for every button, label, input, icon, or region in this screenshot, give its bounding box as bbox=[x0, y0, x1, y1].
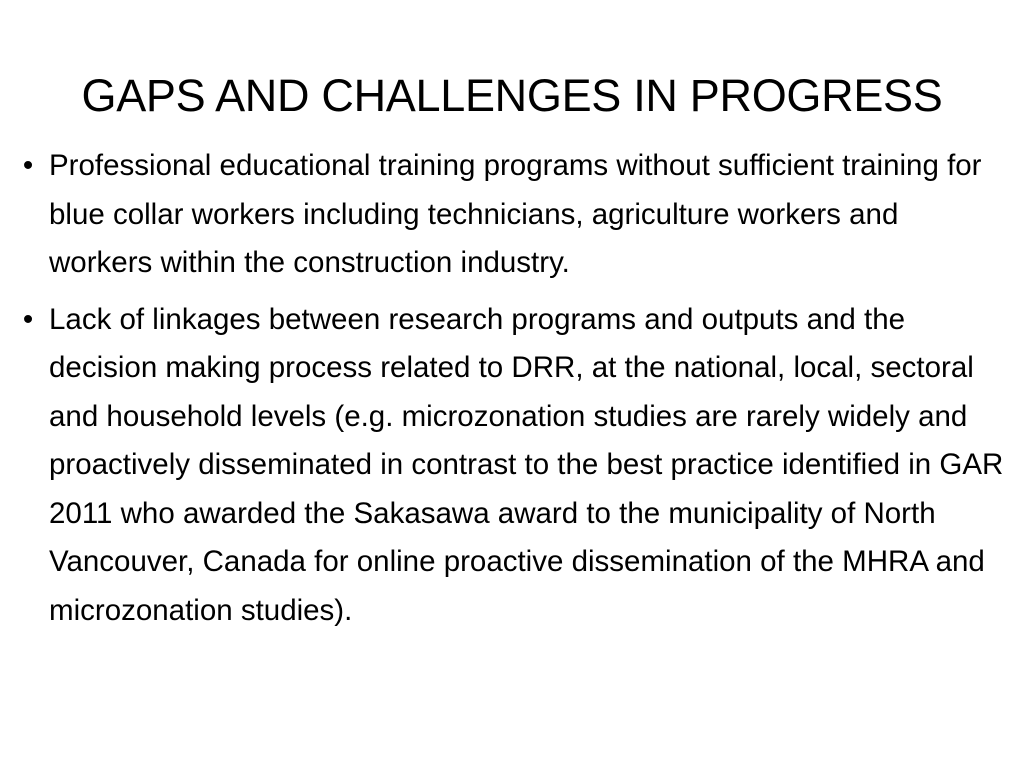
bullet-list bbox=[18, 142, 1008, 643]
slide-title: GAPS AND CHALLENGES IN PROGRESS bbox=[81, 70, 943, 121]
bullet-text: Lack of linkages between research programs and outputs and the decision making process related to DRR, at the national, local, sectoral and household levels (e.g. microzonation studies are rarely widely and proactively disseminated in contrast to the best practice identified in GAR 2011 who awarded the Sakasawa award to the municipality of North Vancouver, Canada for online proactive dissemination of the MHRA and microzonation studies). bbox=[49, 302, 1004, 627]
bullet-dot-icon: • bbox=[22, 302, 34, 336]
bullet-item-research-linkages bbox=[18, 296, 1008, 636]
bullet-dot-icon: • bbox=[22, 149, 34, 182]
bullet-item-training-gap bbox=[18, 142, 1008, 288]
bullet-text: Professional educational training programs without sufficient training for blue collar workers including technicians, agriculture workers and workers within the construction industry. bbox=[49, 149, 982, 279]
